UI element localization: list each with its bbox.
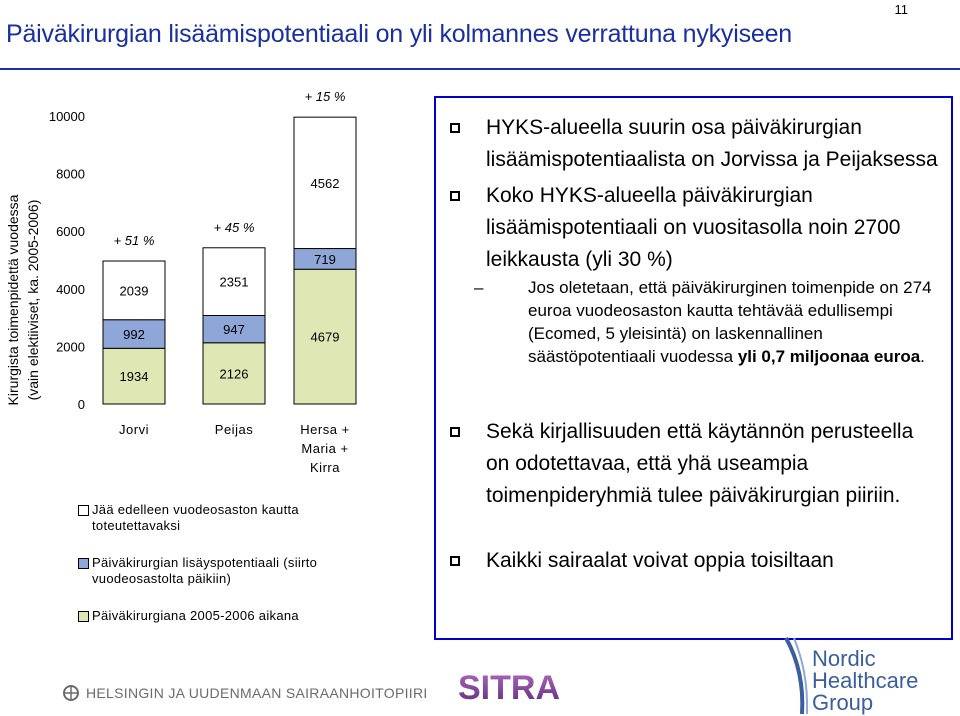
y-tick-label: 4000 bbox=[56, 281, 85, 297]
bar-value-label: 992 bbox=[123, 327, 145, 343]
x-tick-label: Maria + bbox=[301, 441, 349, 456]
checkbox-bullet-icon bbox=[450, 556, 460, 566]
sitra-logo bbox=[458, 668, 562, 704]
legend-label-potential: Päiväkirurgian lisäyspotentiaali (siirto vuodeosastolta päikiin) bbox=[92, 555, 318, 586]
bar-value-label: 4679 bbox=[310, 329, 340, 345]
y-tick-label: 8000 bbox=[56, 166, 85, 182]
legend-label-current: Päiväkirurgiana 2005-2006 aikana bbox=[92, 608, 299, 623]
sub-bullet-plain: Jos oletetaan, että päiväkirurginen toimenpide on 274 euroa vuodeosaston kautta tehtävää edullisempi (Ecomed, 5 yleisintä) on laskennallinen säästöpotentiaali vuodessa bbox=[528, 278, 932, 366]
checkbox-bullet-icon bbox=[450, 427, 460, 437]
y-axis-title-line-2: (vain elektiiviset, ka. 2005-2006) bbox=[25, 199, 41, 401]
x-tick-label: Peijas bbox=[214, 422, 254, 437]
checkbox-bullet-icon bbox=[450, 123, 460, 133]
bar-value-label: 2039 bbox=[119, 283, 149, 299]
bar-value-label: 2351 bbox=[219, 274, 249, 290]
y-tick-label: 2000 bbox=[56, 339, 85, 355]
y-axis-title-line-1: Kirurgista toimenpidettä vuodessa bbox=[5, 194, 21, 406]
bullet-1-text: HYKS-alueella suurin osa päiväkirurgian lisäämispotentiaalista on Jorvissa ja Peijaksessa bbox=[486, 116, 938, 171]
x-tick-label: Hersa + bbox=[300, 422, 350, 437]
legend-swatch-current bbox=[78, 611, 89, 622]
y-tick-label: 0 bbox=[77, 397, 85, 412]
nordic-healthcare-line-3: Group bbox=[812, 690, 874, 715]
bar-value-label: 719 bbox=[314, 251, 336, 267]
nordic-healthcare-swoosh-icon bbox=[782, 636, 812, 716]
bullet-3 bbox=[450, 416, 940, 512]
sub-bullet-highlight: yli 0,7 miljoonaa euroa bbox=[737, 347, 921, 366]
sub-bullet bbox=[474, 276, 944, 368]
sitra-logo-text: SITRA bbox=[458, 669, 560, 704]
nordic-healthcare-logo bbox=[812, 648, 918, 714]
stacked-bar-chart bbox=[0, 80, 400, 500]
title-divider bbox=[0, 68, 960, 70]
bar-annotation: + 51 % bbox=[113, 233, 155, 249]
bullet-4 bbox=[450, 545, 940, 577]
y-tick-label: 6000 bbox=[56, 224, 85, 240]
bullet-1 bbox=[450, 112, 940, 176]
y-tick-label: 10000 bbox=[48, 109, 85, 124]
slide-title: Päiväkirurgian lisäämispotentiaali on yli kolmannes verrattuna nykyiseen bbox=[6, 20, 793, 48]
legend-label-remaining: Jää edelleen vuodeosaston kautta toteutettavaksi bbox=[92, 502, 299, 533]
bar-value-label: 2126 bbox=[219, 366, 249, 382]
sub-bullet-end: . bbox=[920, 347, 925, 366]
x-tick-label: Jorvi bbox=[119, 422, 149, 437]
bullet-2-text: Koko HYKS-alueella päiväkirurgian lisäämispotentiaali on vuositasolla noin 2700 leikkausta (yli 30 %) bbox=[486, 184, 901, 271]
x-tick-label: Kirra bbox=[310, 460, 340, 475]
bar-value-label: 1934 bbox=[119, 369, 149, 385]
bullet-2 bbox=[450, 180, 940, 276]
bullet-4-text: Kaikki sairaalat voivat oppia toisiltaan bbox=[486, 549, 834, 572]
slide-number: 11 bbox=[894, 2, 908, 17]
checkbox-bullet-icon bbox=[450, 191, 460, 201]
hus-emblem-icon bbox=[62, 684, 80, 702]
bar-value-label: 4562 bbox=[310, 175, 340, 191]
bar-value-label: 947 bbox=[223, 322, 245, 338]
legend-swatch-remaining bbox=[78, 505, 89, 516]
bullet-3-text: Sekä kirjallisuuden että käytännön perusteella on odotettavaa, että yhä useampia toimenpideryhmiä tulee päiväkirurgian piiriin. bbox=[486, 420, 914, 507]
hus-logo-text: HELSINGIN JA UUDENMAAN SAIRAANHOITOPIIRI bbox=[86, 685, 428, 701]
hus-logo bbox=[62, 684, 428, 702]
legend-swatch-potential bbox=[78, 558, 89, 569]
nordic-healthcare-line-2: Healthcare bbox=[812, 668, 919, 693]
sub-bullet-text bbox=[528, 276, 944, 368]
nordic-healthcare-line-1: Nordic bbox=[812, 646, 876, 671]
bar-annotation: + 15 % bbox=[304, 89, 346, 105]
bar-annotation: + 45 % bbox=[213, 219, 255, 235]
sub-bullet-dash: – bbox=[474, 278, 484, 297]
info-box bbox=[434, 96, 953, 640]
